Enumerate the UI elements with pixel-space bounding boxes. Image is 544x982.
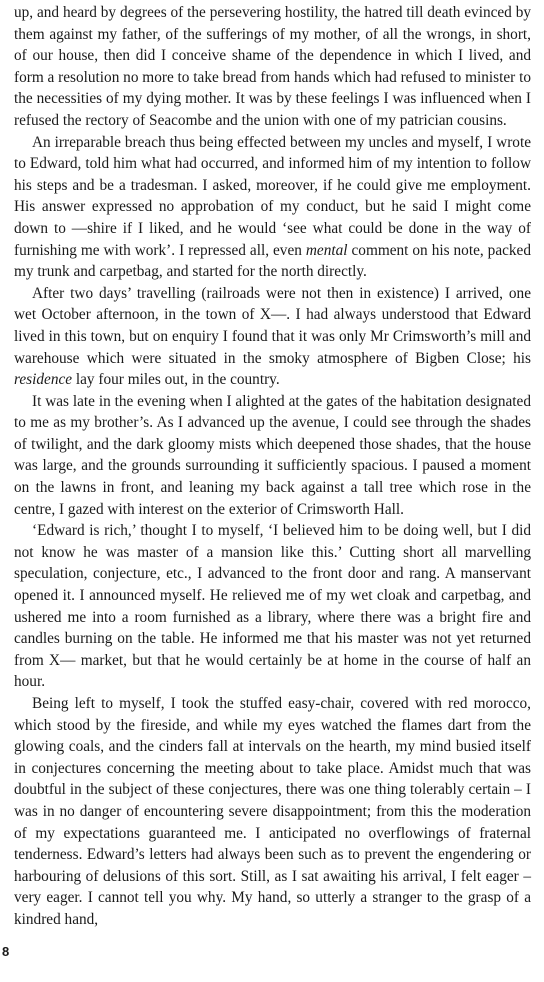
text-run: up, and heard by degrees of the persevering hostility, the hatred till death evinced by them against my father, of the sufferings of my mother, of all the wrongs, in short, of our house, then did I conceive shame of the dependence in which I lived, and form a resolution no more to take bread from hands which had refused to minister to the necessities of my dying mother. It was by these feelings I was influenced when I refused the rectory of Seacombe and the union with one of my patrician cousins. bbox=[14, 4, 531, 129]
italic-text: mental bbox=[305, 241, 348, 259]
page-number: 8 bbox=[2, 944, 10, 959]
paragraph bbox=[14, 520, 531, 693]
paragraph bbox=[14, 283, 531, 391]
paragraph bbox=[14, 391, 531, 521]
paragraph bbox=[14, 693, 531, 931]
text-run: Being left to myself, I took the stuffed easy-chair, covered with red morocco, which stood by the fireside, and while my eyes watched the flames dart from the glowing coals, and the cinders fall at intervals on the hearth, my mind busied itself in conjectures concerning the meeting about to take place. Amidst much that was doubtful in the subject of these conjectures, there was one thing tolerably certain – I was in no danger of encountering severe disappointment; from this the moderation of my expectations guaranteed me. I anticipated no overflowings of fraternal tenderness. Edward’s letters had always been such as to prevent the engendering or harbouring of delusions of this sort. Still, as I sat awaiting his arrival, I felt eager – very eager. I cannot tell you why. My hand, so utterly a stranger to the grasp of a kindred hand, bbox=[14, 695, 531, 928]
body-text bbox=[14, 2, 531, 931]
paragraph bbox=[14, 2, 531, 132]
text-run: It was late in the evening when I alighted at the gates of the habitation designated to me as my brother’s. As I advanced up the avenue, I could see through the shades of twilight, and the dark gloomy mists which deepened those shades, that the house was large, and the grounds surrounding it sufficiently spacious. I paused a moment on the lawns in front, and leaning my back against a tall tree which rose in the centre, I gazed with interest on the exterior of Crimsworth Hall. bbox=[14, 392, 531, 518]
text-run: An irreparable breach thus being effected between my uncles and myself, I wrote to Edward, told him what had occurred, and informed him of my intention to follow his steps and be a tradesman. I asked, moreover, if he could give me employment. His answer expressed no approbation of my conduct, but he said I might come down to —shire if I liked, and he would ‘see what could be done in the way of furnishing me with work’. I repressed all, even bbox=[14, 133, 531, 259]
book-page bbox=[14, 2, 531, 982]
text-run: comment on his note, packed my trunk and carpetbag, and started for the north directly. bbox=[14, 241, 531, 281]
text-run: After two days’ travelling (railroads were not then in existence) I arrived, one wet October afternoon, in the town of X—. I had always understood that Edward lived in this town, but on enquiry I found that it was only Mr Crimsworth’s mill and warehouse which were situated in the smoky atmosphere of Bigben Close; his bbox=[14, 284, 531, 367]
text-run: ‘Edward is rich,’ thought I to myself, ‘I believed him to be doing well, but I did not know he was master of a mansion like this.’ Cutting short all marvelling speculation, conjecture, etc., I advanced to the front door and rang. A manservant opened it. I announced myself. He relieved me of my wet cloak and carpetbag, and ushered me into a room furnished as a library, where there was a bright fire and candles burning on the table. He informed me that his master was not yet returned from X— market, but that he would certainly be at home in the course of half an hour. bbox=[14, 522, 531, 691]
paragraph bbox=[14, 132, 531, 283]
italic-text: residence bbox=[14, 371, 73, 389]
text-run: lay four miles out, in the country. bbox=[72, 371, 280, 389]
